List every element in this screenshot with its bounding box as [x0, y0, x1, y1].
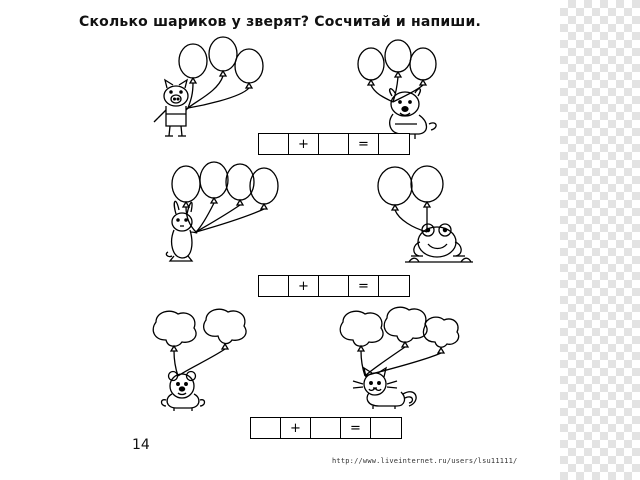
equation-row-3[interactable]	[250, 417, 402, 439]
operator-plus-3: +	[281, 418, 311, 438]
checkered-background-strip	[560, 0, 640, 480]
operator-equals-2: =	[349, 276, 379, 296]
operator-equals-1: =	[349, 134, 379, 154]
source-url-watermark: http://www.liveinternet.ru/users/lsu11111/	[332, 457, 518, 465]
answer-cell-1b[interactable]	[319, 134, 349, 154]
answer-cell-3a[interactable]	[251, 418, 281, 438]
answer-cell-2a[interactable]	[259, 276, 289, 296]
scene-hare-balloons	[160, 160, 290, 270]
answer-cell-1c[interactable]	[379, 134, 409, 154]
equation-row-1[interactable]	[258, 133, 410, 155]
answer-cell-1a[interactable]	[259, 134, 289, 154]
operator-plus-1: +	[289, 134, 319, 154]
answer-cell-2c[interactable]	[379, 276, 409, 296]
page-title: Сколько шариков у зверят? Сосчитай и напиши.	[78, 14, 482, 30]
scene-pig-balloons	[150, 36, 290, 141]
scene-cat-balloons	[325, 298, 475, 413]
equation-row-2[interactable]	[258, 275, 410, 297]
scene-dog-balloons	[345, 36, 475, 141]
scene-bear-balloons	[128, 300, 268, 412]
scene-frog-balloons	[365, 158, 495, 273]
operator-equals-3: =	[341, 418, 371, 438]
operator-plus-2: +	[289, 276, 319, 296]
page-number: 14	[132, 437, 150, 453]
answer-cell-3b[interactable]	[311, 418, 341, 438]
answer-cell-2b[interactable]	[319, 276, 349, 296]
answer-cell-3c[interactable]	[371, 418, 401, 438]
